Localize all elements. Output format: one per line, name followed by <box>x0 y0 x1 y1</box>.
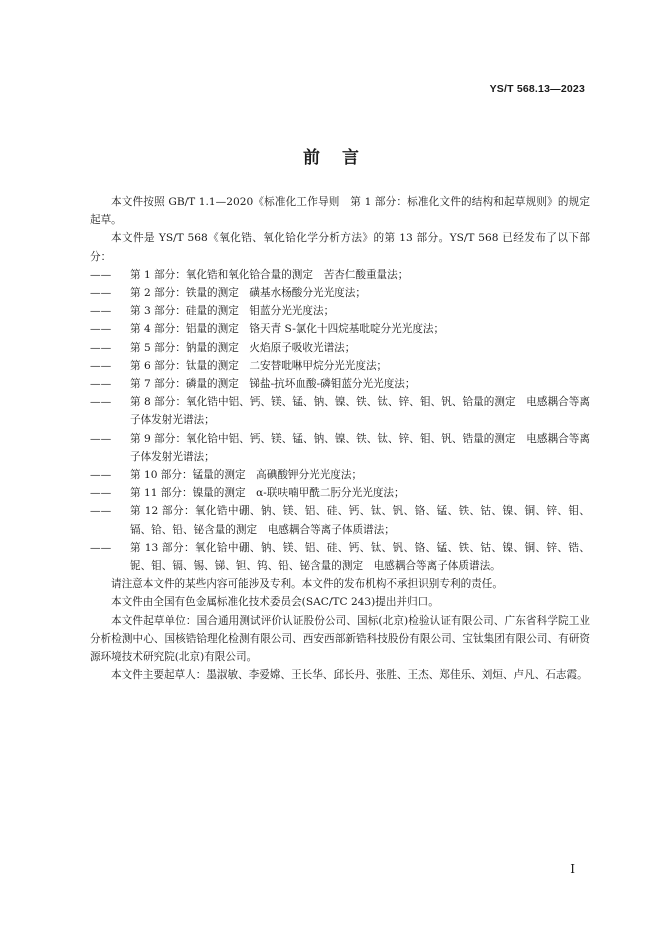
list-dash: —— <box>90 432 112 445</box>
list-dash: —— <box>90 396 112 409</box>
list-dash: —— <box>90 287 112 300</box>
page-number: I <box>570 862 575 876</box>
list-dash: —— <box>90 469 112 482</box>
list-dash: —— <box>90 505 112 518</box>
list-item-text: 第 7 部分：磷量的测定 锑盐-抗坏血酸-磷钼蓝分光光度法； <box>130 378 416 391</box>
list-item <box>90 484 590 502</box>
standard-code: YS/T 568.13—2023 <box>489 83 585 95</box>
intro-paragraph: 本文件按照 GB/T 1.1—2020《标准化工作导则 第 1 部分：标准化文件的结构和起草规则》的规定起草。 <box>90 196 590 227</box>
list-dash: —— <box>90 541 112 554</box>
list-item <box>90 502 590 538</box>
list-item-text: 第 2 部分：铁量的测定 磺基水杨酸分光光度法； <box>130 287 366 300</box>
list-dash: —— <box>90 305 112 318</box>
list-item <box>90 466 590 484</box>
list-dash: —— <box>90 378 112 391</box>
list-item <box>90 284 590 302</box>
page-title: 前言 <box>303 148 381 168</box>
list-dash: —— <box>90 268 112 281</box>
list-item <box>90 357 590 375</box>
list-item-text: 第 5 部分：钠量的测定 火焰原子吸收光谱法； <box>130 341 356 354</box>
list-item <box>90 539 590 575</box>
list-item-text: 第 13 部分：氧化铪中硼、钠、镁、铝、硅、钙、钛、钒、铬、锰、铁、钴、镍、铜、锌、锆、铌、钼、镉、锡、锑、钽、钨、铅、铋含量的测定 电感耦合等离子体质谱法。 <box>130 541 590 573</box>
list-item-text: 第 11 部分：镍量的测定 α-联呋喃甲酰二肟分光光度法； <box>130 487 405 500</box>
list-dash: —— <box>90 323 112 336</box>
list-item-text: 第 6 部分：钛量的测定 二安替吡啉甲烷分光光度法； <box>130 359 388 372</box>
list-item <box>90 375 590 393</box>
list-item-text: 第 8 部分：氧化锆中铝、钙、镁、锰、钠、镍、铁、钛、锌、钼、钒、铪量的测定 电感耦合等离子体发射光谱法； <box>130 396 590 427</box>
list-item <box>90 393 590 429</box>
closing-paragraph: 本文件由全国有色金属标准化技术委员会(SAC/TC 243)提出并归口。 <box>111 596 439 609</box>
list-item-text: 第 10 部分：锰量的测定 高碘酸钾分光光度法； <box>130 469 363 482</box>
list-item <box>90 320 590 338</box>
list-item-text: 第 12 部分：氧化锆中硼、钠、镁、铝、硅、钙、钛、钒、铬、锰、铁、钴、镍、铜、锌、钼、镉、铪、铅、铋含量的测定 电感耦合等离子体质谱法； <box>130 505 590 536</box>
closing-paragraph: 本文件起草单位：国合通用测试评价认证股份公司、国标(北京)检验认证有限公司、广东省科学院工业分析检测中心、国核锆铪理化检测有限公司、西安西部新锆科技股份有限公司、宝钛集团有限公司、有研资源环境技术研究院(北京)有限公司。 <box>90 614 590 664</box>
list-item-text: 第 3 部分：硅量的测定 钼蓝分光光度法； <box>130 305 335 318</box>
preface-body <box>90 193 590 684</box>
list-item <box>90 266 590 284</box>
list-item <box>90 339 590 357</box>
list-item-text: 第 1 部分：氧化锆和氧化铪合量的测定 苦杏仁酸重量法； <box>130 268 409 281</box>
list-item <box>90 430 590 466</box>
list-item-text: 第 4 部分：铝量的测定 铬天青 S-氯化十四烷基吡啶分光光度法； <box>130 323 445 336</box>
intro-paragraph: 本文件是 YS/T 568《氧化锆、氧化铪化学分析方法》的第 13 部分。YS/T 568 已经发布了以下部分： <box>90 232 590 263</box>
list-dash: —— <box>90 341 112 354</box>
list-dash: —— <box>90 359 112 372</box>
list-item <box>90 302 590 320</box>
list-item-text: 第 9 部分：氧化铪中铝、钙、镁、锰、钠、镍、铁、钛、锌、钼、钒、锆量的测定 电感耦合等离子体发射光谱法； <box>130 432 590 463</box>
closing-paragraph: 请注意本文件的某些内容可能涉及专利。本文件的发布机构不承担识别专利的责任。 <box>111 578 503 591</box>
list-dash: —— <box>90 487 112 500</box>
closing-paragraph: 本文件主要起草人：墨淑敏、李爱嫦、王长华、邱长丹、张胜、王杰、郑佳乐、刘烜、卢凡、石志霞。 <box>111 669 588 682</box>
